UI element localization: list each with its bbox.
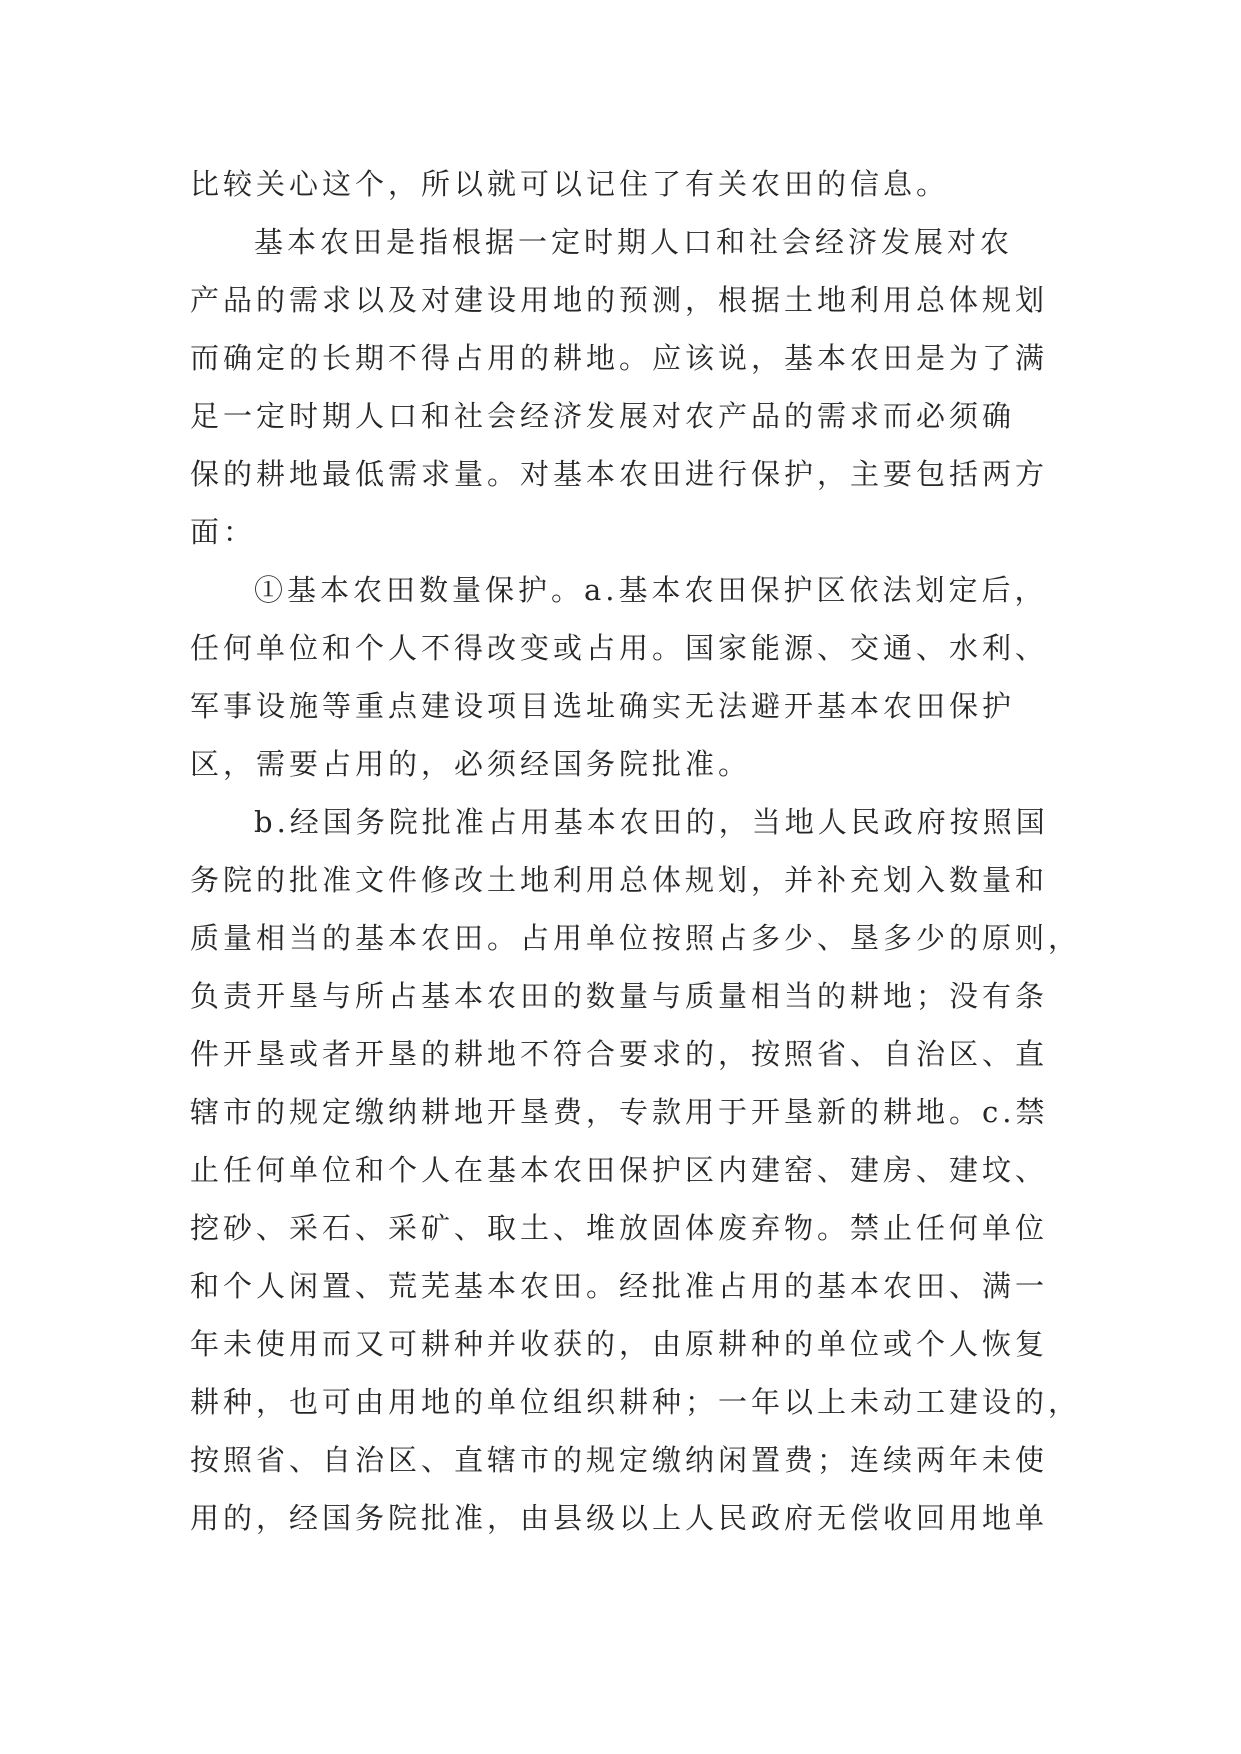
text-line: 按照省、自治区、直辖市的规定缴纳闲置费；连续两年未使	[190, 1443, 1049, 1477]
text-line: 区，需要占用的，必须经国务院批准。	[190, 747, 752, 781]
text-line: 质量相当的基本农田。占用单位按照占多少、垦多少的原则，	[190, 921, 1082, 955]
text-line: 负责开垦与所占基本农田的数量与质量相当的耕地；没有条	[190, 979, 1049, 1013]
paragraph-start-line: ①基本农田数量保护。a.基本农田保护区依法划定后，	[254, 573, 1048, 607]
text-line: 年未使用而又可耕种并收获的，由原耕种的单位或个人恢复	[190, 1327, 1049, 1361]
text-line: 比较关心这个，所以就可以记住了有关农田的信息。	[190, 167, 950, 201]
paragraph-start-line: b.经国务院批准占用基本农田的，当地人民政府按照国	[254, 805, 1049, 839]
text-line: 件开垦或者开垦的耕地不符合要求的，按照省、自治区、直	[190, 1037, 1049, 1071]
text-line: 产品的需求以及对建设用地的预测，根据土地利用总体规划	[190, 283, 1049, 317]
text-line: 面：	[190, 515, 257, 549]
text-line: 足一定时期人口和社会经济发展对农产品的需求而必须确	[190, 399, 1016, 433]
text-line: 挖砂、采石、采矿、取土、堆放固体废弃物。禁止任何单位	[190, 1211, 1049, 1245]
body-text	[190, 155, 1090, 1547]
text-line: 用的，经国务院批准，由县级以上人民政府无偿收回用地单	[190, 1501, 1049, 1535]
text-line: 辖市的规定缴纳耕地开垦费，专款用于开垦新的耕地。c.禁	[190, 1095, 1049, 1129]
text-line: 保的耕地最低需求量。对基本农田进行保护，主要包括两方	[190, 457, 1049, 491]
text-line: 止任何单位和个人在基本农田保护区内建窑、建房、建坟、	[190, 1153, 1049, 1187]
text-line: 军事设施等重点建设项目选址确实无法避开基本农田保护	[190, 689, 1016, 723]
text-line: 务院的批准文件修改土地利用总体规划，并补充划入数量和	[190, 863, 1049, 897]
text-line: 而确定的长期不得占用的耕地。应该说，基本农田是为了满	[190, 341, 1049, 375]
text-line: 和个人闲置、荒芜基本农田。经批准占用的基本农田、满一	[190, 1269, 1049, 1303]
paragraph-start-line: 基本农田是指根据一定时期人口和社会经济发展对农	[254, 225, 1014, 259]
text-line: 任何单位和个人不得改变或占用。国家能源、交通、水利、	[190, 631, 1049, 665]
text-line: 耕种，也可由用地的单位组织耕种；一年以上未动工建设的，	[190, 1385, 1082, 1419]
